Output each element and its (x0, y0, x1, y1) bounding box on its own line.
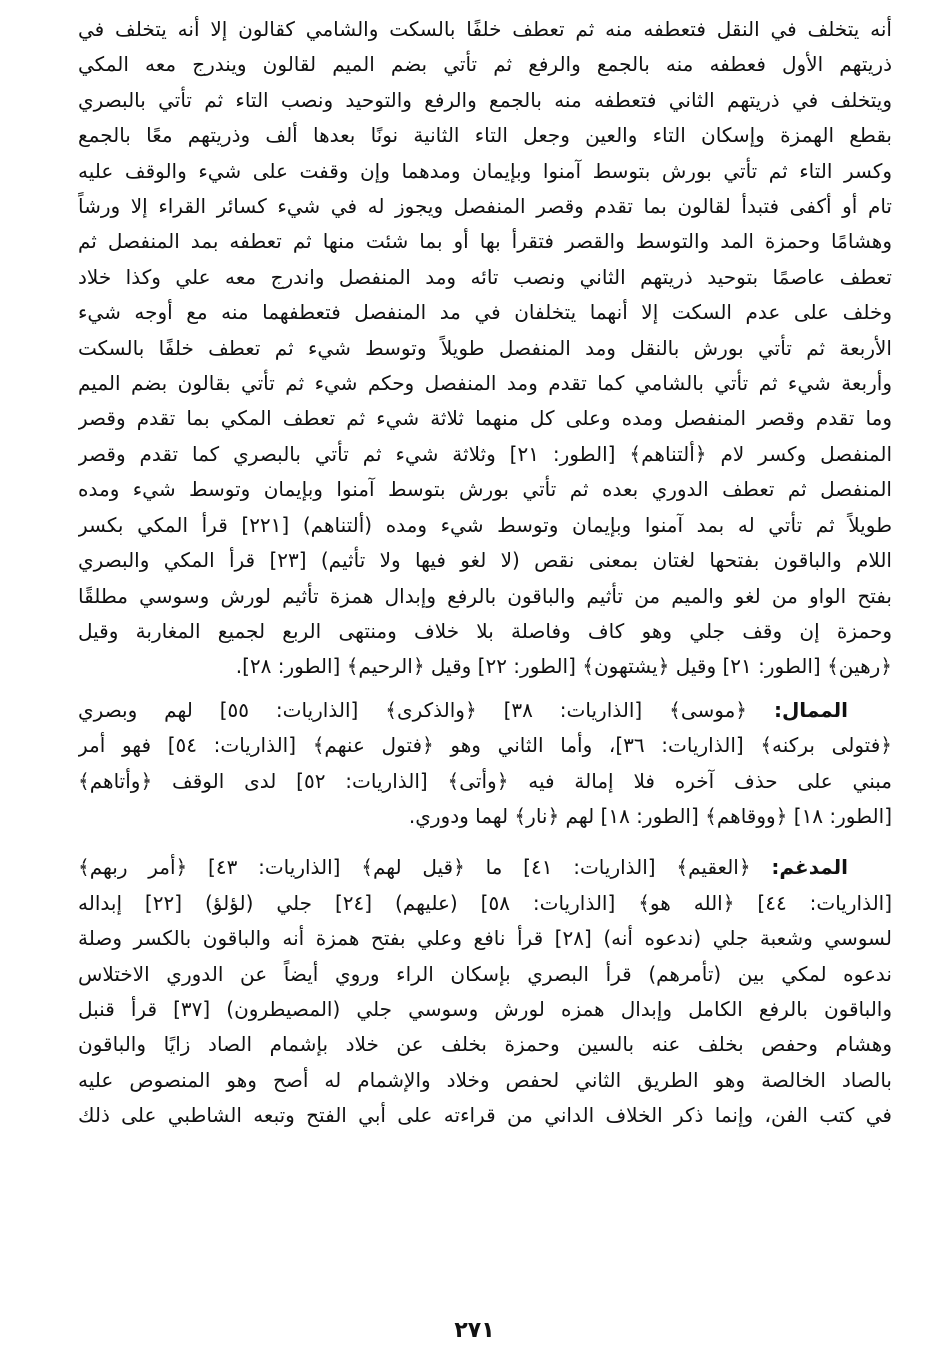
text-line: وكسر التاء ثم تأتي بورش بتوسط آمنوا وبإيمان ومدهما وإن وقفت على شيء والوقف عليه (78, 158, 892, 183)
text-line (78, 693, 892, 728)
page-body (78, 12, 892, 1134)
page-number: ٢٧١ (454, 1318, 495, 1343)
text-line: تام أو أكفى فتبدأ لقالون بما تقدم وقصر المنفصل ويجوز له في شيء كسائر القراء إلا ورشاً (78, 194, 892, 219)
text-line: وحمزة إن وقف جلي وهو كاف وفاصلة بلا خلاف ومنتهى الربع لجميع المغاربة وقيل (78, 618, 892, 643)
text-line: وما تقدم وقصر المنفصل ومده وعلى كل منهما ثلاثة شيء ثم تعطف المكي بما تقدم وقصر (78, 406, 892, 431)
text-line: [الطور: ١٨] ﴿ووقاهم﴾ [الطور: ١٨] لهم ﴿نار﴾ لهما ودوري. (408, 803, 892, 828)
text-line: وخلف على عدم السكت إلا أنهما يتخلفان في مد المنفصل فتعطفهما منه مع أوجه شيء (78, 300, 892, 325)
text-line: وهشام وحفص بخلف عنه بالسين وحمزة بخلف عن خلاد بإشمام الصاد زايًا والباقون (78, 1032, 892, 1057)
text-line: المنفصل وكسر لام ﴿ألتناهم﴾ [الطور: ٢١] وثلاثة شيء ثم تأتي بالبصري كما تقدم وقصر (78, 441, 892, 466)
text-line: أنه يتخلف في النقل فتعطفه منه ثم تعطف خلفًا بالسكت والشامي كقالون إلا أنه يتخلف في (78, 17, 892, 41)
text-line-content: ﴿موسى﴾ [الذاريات: ٣٨] ﴿والذكرى﴾ [الذاريات: ٥٥] لهم وبصري (78, 697, 748, 722)
text-line: الأربعة ثم تأتي بورش بالنقل ومد المنفصل طويلاً وتوسط شيء ثم تعطف خلفًا بالسكت (78, 335, 892, 360)
section-heading-mumal: الممال: (773, 697, 848, 722)
text-line: المنفصل ثم تعطف الدوري بعده ثم تأتي بورش بتوسط آمنوا وبإيمان وتوسط شيء ومده (78, 477, 892, 502)
paragraph-mudgham (78, 850, 892, 1133)
text-line: مبني على حذف آخره فلا إمالة فيه ﴿وأتى﴾ [الذاريات: ٥٢] لدى الوقف ﴿وأتاهم﴾ (78, 768, 892, 793)
text-line: وهشامًا وحمزة المد والتوسط والقصر فتقرأ بها أو بما شئت منها ثم تعطفه بمد المنفصل ثم (78, 229, 892, 254)
text-line: بفتح الواو من لغو والميم من تأثيم والباقون بالرفع وإبدال همزة تأثيم لورش وسوسي مطلقًا (78, 583, 892, 608)
text-line: [الذاريات: ٤٤] ﴿الله هو﴾ [الذاريات: ٥٨] (عليهم) [٢٤] جلي (لؤلؤ) [٢٢] إبداله (78, 890, 892, 915)
text-line: ويتخلف في ذريتهم الثاني فتعطفه منه بالجمع والرفع والتوحيد ونصب التاء ثم تأتي بالبصري (78, 87, 892, 112)
text-line: تعطف عاصمًا بتوحيد ذريتهم الثاني ونصب تائه ومد المنفصل واندرج معه علي وكذا خلاد (78, 264, 892, 289)
text-line-content: ﴿العقيم﴾ [الذاريات: ٤١] ما ﴿قيل لهم﴾ [الذاريات: ٤٣] ﴿أمر ربهم﴾ (78, 855, 751, 880)
text-line: ذريتهم الأول فعطفه منه بالجمع والرفع ثم تأتي بضم الميم لقالون ويندرج معه المكي (78, 52, 892, 77)
text-line: ندعوه لمكي بين (تأمرهم) قرأ البصري بإسكان الراء وروي أيضاً عن الدوري الاختلاس (78, 961, 892, 986)
text-line: بقطع الهمزة وإسكان التاء والعين وجعل التاء الثانية نونًا بعدها ألف وذريتهم معًا بالجمع (78, 123, 892, 148)
text-line: وأربعة شيء ثم تأتي بالشامي كما تقدم ومد المنفصل وحكم شيء ثم تأتي بقالون بضم الميم (78, 371, 892, 396)
text-line: طويلاً ثم تأتي له بمد آمنوا وبإيمان وتوسط شيء ومده (ألتناهم) [٢٢١] قرأ المكي بكسر (78, 512, 892, 537)
text-line: بالصاد الخالصة وهو الطريق الثاني لحفص وخلاد والإشمام له أصح وهو المنصوص عليه (78, 1067, 892, 1092)
paragraph-mumal (78, 693, 892, 835)
text-line: والباقون بالرفع الكامل وإبدال همزه لورش وسوسي جلي (المصيطرون) [٣٧] قرأ قنبل (78, 996, 892, 1021)
text-line (78, 850, 892, 885)
text-line: اللام والباقون بفتحها لغتان بمعنى نقص (لا لغو فيها ولا تأثيم) [٢٣] قرأ المكي والبصري (78, 548, 892, 573)
text-line: لسوسي وشعبة جلي (ندعوه أنه) [٢٨] قرأ نافع وعلي بفتح همزة أنه والباقون بالكسر وصلة (78, 926, 892, 951)
text-line: ﴿فتولى بركنه﴾ [الذاريات: ٣٦]، وأما الثاني وهو ﴿فتول عنهم﴾ [الذاريات: ٥٤] فهو أمر (78, 733, 892, 758)
paragraph-main (78, 12, 892, 685)
section-heading-mudgham: المدغم: (771, 855, 849, 880)
text-line: ﴿رهين﴾ [الطور: ٢١] وقيل ﴿يشتهون﴾ [الطور: ٢٢] وقيل ﴿الرحيم﴾ [الطور: ٢٨]. (235, 654, 892, 679)
text-line: في كتب الفن، وإنما ذكر الخلاف الداني من قراءته على أبي الفتح وتبعه الشاطبي على ذلك (78, 1103, 892, 1128)
